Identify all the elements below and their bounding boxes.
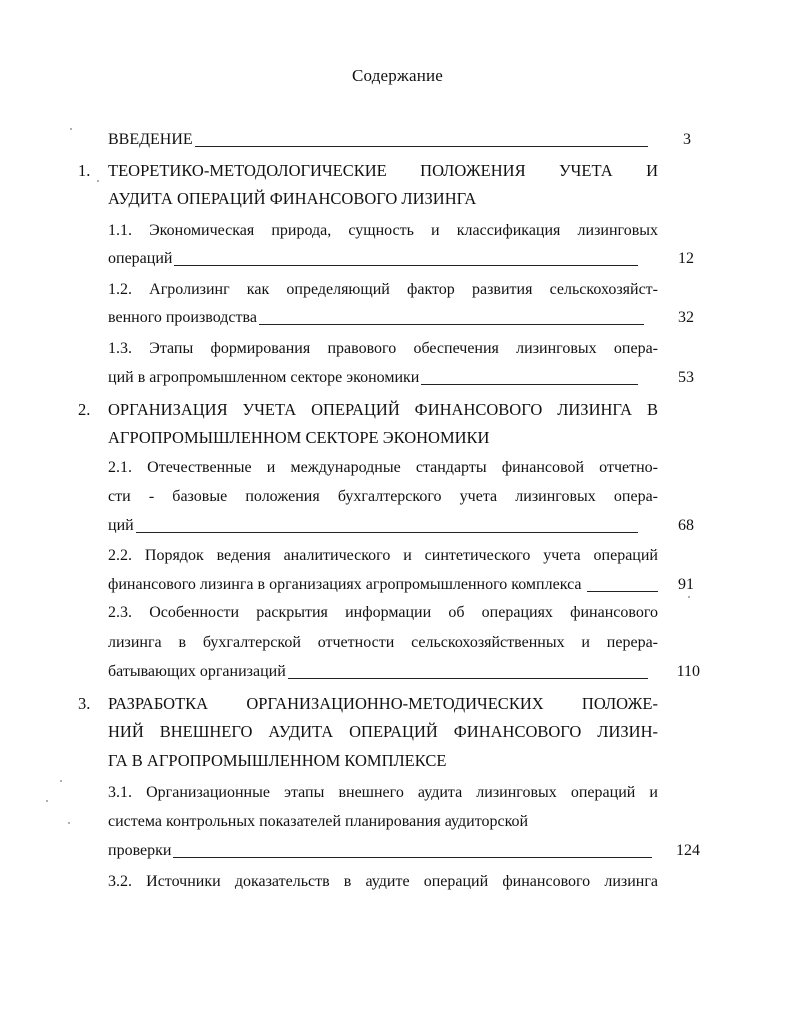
page-number: 124 bbox=[676, 842, 700, 859]
toc-entry-text: батывающих организаций bbox=[108, 663, 286, 680]
page-number: 91 bbox=[678, 576, 694, 593]
scan-speck bbox=[688, 596, 690, 598]
chapter-number: 2. bbox=[78, 400, 91, 419]
toc-entry-text: ВВЕДЕНИЕ bbox=[108, 131, 193, 148]
toc-entry-text: 3.2. Источники доказательств в аудите операций финансового лизинга bbox=[108, 873, 658, 890]
toc-entry-text: 2.2. Порядок ведения аналитического и синтетического учета операций bbox=[108, 547, 658, 564]
toc-entry-1-3 bbox=[108, 368, 638, 388]
scan-speck bbox=[68, 822, 70, 824]
scan-speck bbox=[70, 128, 72, 130]
toc-entry-text: ций bbox=[108, 517, 134, 534]
leader-line bbox=[173, 856, 652, 858]
chapter-number: 1. bbox=[78, 161, 91, 180]
toc-entry-text: 1.3. Этапы формирования правового обеспечения лизинговых опера- bbox=[108, 340, 658, 357]
page-number: 53 bbox=[678, 369, 694, 386]
chapter-title-line: НИЙ ВНЕШНЕГО АУДИТА ОПЕРАЦИЙ ФИНАНСОВОГО ЛИЗИН- bbox=[108, 722, 658, 741]
chapter-title-line: РАЗРАБОТКА ОРГАНИЗАЦИОННО-МЕТОДИЧЕСКИХ ПОЛОЖЕ- bbox=[108, 694, 658, 713]
leader-line bbox=[288, 677, 648, 679]
page-number: 12 bbox=[678, 250, 694, 267]
leader-line bbox=[259, 323, 644, 325]
chapter-title-line: АУДИТА ОПЕРАЦИЙ ФИНАНСОВОГО ЛИЗИНГА bbox=[108, 189, 477, 208]
leader-line bbox=[195, 145, 648, 147]
toc-entry-text: 2.1. Отечественные и международные стандарты финансовой отчетно- bbox=[108, 459, 658, 476]
toc-entry-text: ций в агропромышленном секторе экономики bbox=[108, 369, 420, 386]
toc-entry-text: система контрольных показателей планирования аудиторской bbox=[108, 813, 529, 830]
chapter-title-line: ТЕОРЕТИКО-МЕТОДОЛОГИЧЕСКИЕ ПОЛОЖЕНИЯ УЧЕТА И bbox=[108, 161, 658, 180]
toc-entry-text: венного производства bbox=[108, 309, 257, 326]
toc-entry-2-2 bbox=[108, 575, 658, 595]
page-title: Содержание bbox=[351, 66, 444, 85]
scan-speck bbox=[46, 800, 48, 802]
scan-speck bbox=[97, 180, 99, 182]
toc-entry-text: операций bbox=[108, 250, 173, 267]
toc-entry-3-1 bbox=[108, 841, 652, 861]
toc-entry-2-3 bbox=[108, 662, 648, 682]
toc-entry-text: 2.3. Особенности раскрытия информации об операциях финансового bbox=[108, 604, 658, 621]
chapter-number: 3. bbox=[78, 694, 91, 713]
toc-entry-2-1 bbox=[108, 516, 638, 536]
toc-entry-text: финансового лизинга в организациях агропромышленного комплекса bbox=[108, 576, 582, 593]
chapter-title-line: ГА В АГРОПРОМЫШЛЕННОМ КОМПЛЕКСЕ bbox=[108, 751, 447, 770]
toc-entry-text: 3.1. Организационные этапы внешнего аудита лизинговых операций и bbox=[108, 784, 658, 801]
toc-entry-text: 1.1. Экономическая природа, сущность и классификация лизинговых bbox=[108, 222, 658, 239]
toc-entry-intro bbox=[108, 130, 648, 150]
page-number: 32 bbox=[678, 309, 694, 326]
leader-line bbox=[136, 531, 638, 533]
toc-entry-text: проверки bbox=[108, 842, 172, 859]
scan-speck bbox=[60, 780, 62, 782]
toc-entry-text: лизинга в бухгалтерской отчетности сельскохозяйственных и перера- bbox=[108, 634, 658, 651]
toc-entry-1-2 bbox=[108, 308, 644, 328]
toc-entry-1-1 bbox=[108, 249, 638, 269]
toc-entry-text: 1.2. Агролизинг как определяющий фактор развития сельскохозяйст- bbox=[108, 281, 658, 298]
chapter-title-line: ОРГАНИЗАЦИЯ УЧЕТА ОПЕРАЦИЙ ФИНАНСОВОГО ЛИЗИНГА В bbox=[108, 400, 658, 419]
page-number: 110 bbox=[676, 663, 700, 680]
page-number: 3 bbox=[683, 131, 691, 148]
chapter-title-line: АГРОПРОМЫШЛЕННОМ СЕКТОРЕ ЭКОНОМИКИ bbox=[108, 428, 490, 447]
leader-line bbox=[421, 383, 638, 385]
toc-entry-text: сти - базовые положения бухгалтерского учета лизинговых опера- bbox=[108, 488, 658, 505]
leader-line bbox=[174, 264, 638, 266]
page-number: 68 bbox=[678, 517, 694, 534]
